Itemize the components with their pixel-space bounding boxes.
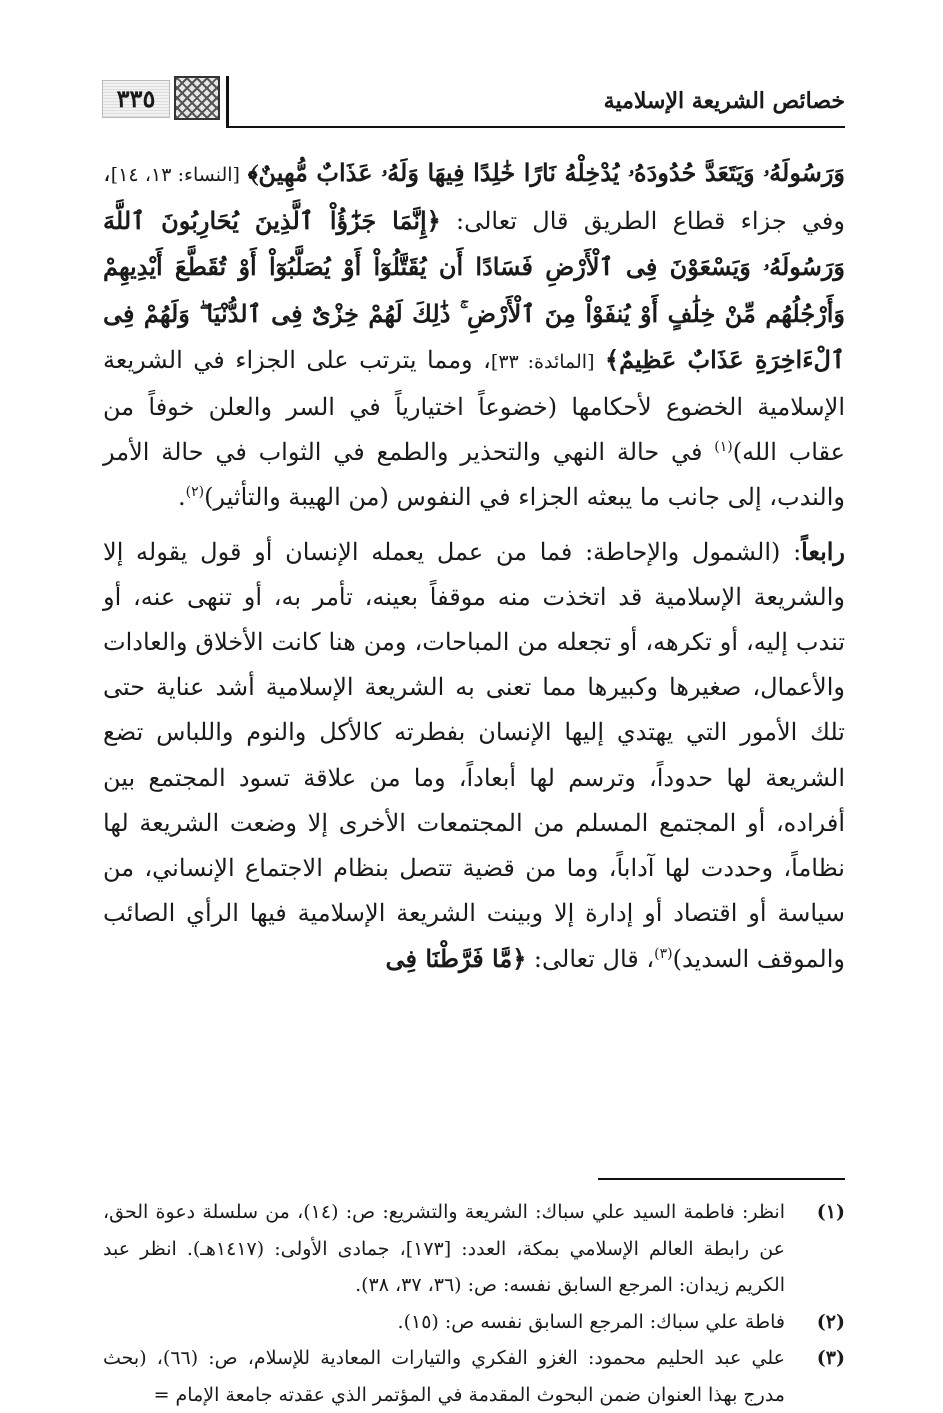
body-text: ، ومما يترتب على الجزاء في الشريعة الإسلامية الخضوع لأحكامها (خضوعاً اختيارياً في السر والعلن خوفاً من عقاب الله) bbox=[103, 345, 846, 467]
section-lead: رابعاً bbox=[801, 536, 845, 566]
ornament-icon bbox=[174, 76, 220, 120]
paragraph-1 bbox=[103, 150, 845, 521]
quran-verse: وَرَسُولَهُۥ وَيَتَعَدَّ حُدُودَهُۥ يُدْخِلْهُ نَارًا خَٰلِدًا فِيهَا وَلَهُۥ عَذَابٌ مُّهِينٌ﴾ bbox=[247, 158, 846, 187]
quran-verse: ﴿إِنَّمَا جَزَٰٓؤُاْ ٱلَّذِينَ يُحَارِبُونَ ٱللَّهَ وَرَسُولَهُۥ وَيَسْعَوْنَ فِى ٱلْأَرْضِ فَسَادًا أَن يُقَتَّلُوٓاْ أَوْ يُصَلَّبُوٓاْ أَوْ تُقَطَّعَ أَيْدِيهِمْ وَأَرْجُلُهُم مِّنْ خِلَٰفٍ أَوْ يُنفَوْاْ مِنَ ٱلْأَرْضِ ۚ ذَٰلِكَ لَهُمْ خِزْىٌ فِى ٱلدُّنْيَا ۖ وَلَهُمْ فِى ٱلْءَاخِرَةِ عَذَابٌ عَظِيمٌ﴾ bbox=[103, 206, 846, 374]
footnote-text: فاطة علي سباك: المرجع السابق نفسه ص: (١٥). bbox=[397, 1310, 785, 1333]
body-text: . bbox=[177, 483, 186, 512]
footnote-marker[interactable]: (٣) bbox=[654, 946, 673, 963]
paragraph-2 bbox=[103, 529, 845, 983]
footnote-marker[interactable]: (٢) bbox=[185, 484, 205, 501]
footnote bbox=[103, 1340, 845, 1413]
verse-reference: [المائدة: ٣٣] bbox=[490, 350, 595, 373]
running-title: خصائص الشريعة الإسلامية bbox=[603, 88, 845, 114]
header-rule bbox=[228, 126, 845, 128]
footnote-text: علي عبد الحليم محمود: الغزو الفكري والتيارات المعادية للإسلام، ص: (٦٦)، (بحث مدرج بهذا العنوان ضمن البحوث المقدمة في المؤتمر الذي عقدته جامعة الإمام = bbox=[103, 1347, 785, 1406]
footnote-number: (٣) bbox=[816, 1347, 845, 1369]
body-text: في حالة النهي والتحذير والطمع في الثواب في حالة الأمر والندب، إلى جانب ما يبعثه الجزاء في النفوس (من الهيبة والتأثير) bbox=[103, 438, 845, 512]
footnote bbox=[103, 1194, 845, 1304]
main-text bbox=[103, 150, 845, 983]
running-header bbox=[100, 66, 845, 128]
body-text: ، قال تعالى: bbox=[526, 945, 655, 974]
footnote bbox=[103, 1304, 845, 1341]
page-number: ٣٣٥ bbox=[102, 80, 170, 118]
footnote-separator bbox=[598, 1178, 845, 1180]
footnote-number: (٢) bbox=[816, 1310, 845, 1333]
footnote-text: انظر: فاطمة السيد علي سباك: الشريعة والتشريع: ص: (١٤)، من سلسلة دعوة الحق، عن رابطة العالم الإسلامي بمكة، العدد: [١٧٣]، جمادى الأولى: (١٤١٧هـ). انظر عبد الكريم زيدان: المرجع السابق نفسه: ص: (٣٦، ٣٧، ٣٨). bbox=[103, 1201, 786, 1296]
body-text: : (الشمول والإحاطة: فما من عمل يعمله الإنسان أو قول يقوله إلا والشريعة الإسلامية قد اتخذت منه موقفاً بعينه، تأمر به، أو تنهى عنه، أو تندب إليه، أو تكرهه، أو تجعله من المباحات، ومن هنا كانت الأخلاق والعادات والأعمال، صغيرها وكبيرها مما تعنى به الشريعة الإسلامية أشد عناية حتى تلك الأمور التي يهتدي إليها الإنسان بفطرته كالأكل والنوم واللباس تضع الشريعة لها حدوداً، وترسم لها أبعاداً، وما من علاقة تسود المجتمع بين أفراده، أو المجتمع المسلم من المجتمعات الأخرى إلا وضعت الشريعة لها نظاماً، وحددت لها آداباً، وما من قضية تتصل بنظام الاجتماع الإنساني، من سياسة أو اقتصاد أو إدارة إلا وبينت الشريعة الإسلامية فيها الرأي الصائب والموقف السديد) bbox=[103, 537, 845, 974]
body-text: ، وفي جزاء قطاع الطريق قال تعالى: bbox=[103, 159, 845, 236]
footnote-number: (١) bbox=[816, 1201, 845, 1223]
header-divider bbox=[226, 76, 229, 128]
quran-verse: ﴿مَّا فَرَّطْنَا فِى bbox=[385, 944, 527, 974]
verse-reference: [النساء: ١٣، ١٤] bbox=[110, 164, 240, 186]
footnote-marker[interactable]: (١) bbox=[714, 439, 733, 456]
footnotes bbox=[103, 1194, 845, 1413]
